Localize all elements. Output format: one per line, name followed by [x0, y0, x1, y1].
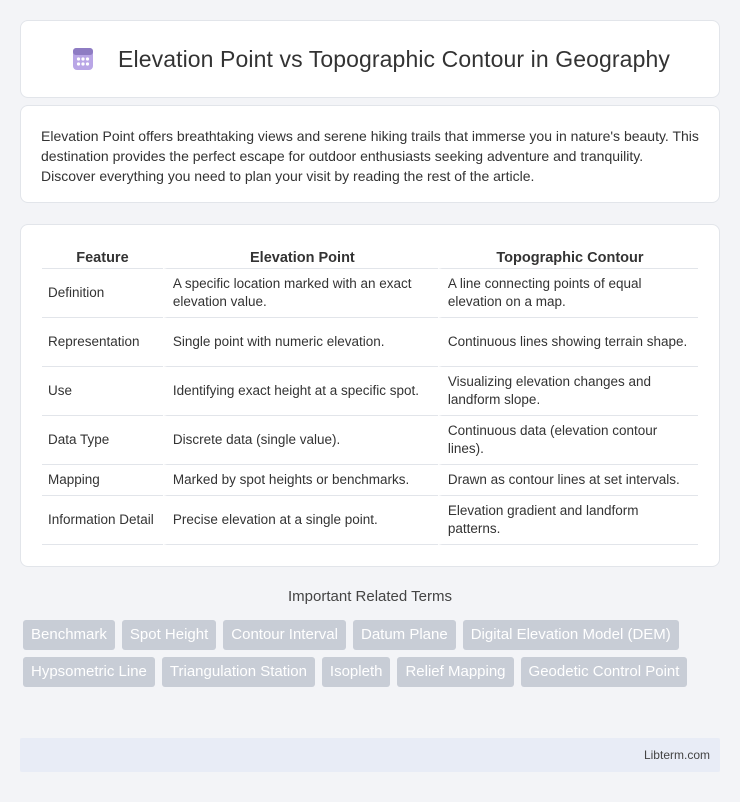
comparison-table-card	[20, 224, 720, 567]
related-terms-list	[23, 620, 723, 694]
table-cell: Definition	[42, 269, 163, 318]
related-term-tag[interactable]: Contour Interval	[223, 620, 346, 650]
related-term-tag[interactable]: Digital Elevation Model (DEM)	[463, 620, 679, 650]
table-cell: Single point with numeric elevation.	[163, 318, 438, 367]
table-cell: Information Detail	[42, 496, 163, 545]
table-cell: Continuous data (elevation contour lines).	[438, 416, 698, 465]
table-cell: Representation	[42, 318, 163, 367]
related-terms-title: Important Related Terms	[288, 588, 452, 605]
table-header-row	[42, 245, 698, 269]
page-title: Elevation Point vs Topographic Contour in Geography	[118, 45, 670, 72]
column-header: Elevation Point	[163, 245, 438, 269]
table-cell: A specific location marked with an exact elevation value.	[163, 269, 438, 318]
table-cell: A line connecting points of equal elevation on a map.	[438, 269, 698, 318]
intro-text: Elevation Point offers breathtaking views and serene hiking trails that immerse you in nature's beauty. This destination provides the perfect escape for outdoor enthusiasts seeking adventure and tranquility. Discover everything you need to plan your visit by reading the rest of the article.	[41, 128, 699, 184]
table-cell: Data Type	[42, 416, 163, 465]
table-row	[42, 367, 698, 416]
title-card	[20, 20, 720, 98]
table-cell: Visualizing elevation changes and landform slope.	[438, 367, 698, 416]
table-cell: Identifying exact height at a specific spot.	[163, 367, 438, 416]
related-term-tag[interactable]: Spot Height	[122, 620, 216, 650]
column-header: Feature	[42, 245, 163, 269]
table-row	[42, 496, 698, 545]
table-row	[42, 465, 698, 496]
comparison-table	[42, 245, 698, 545]
table-cell: Continuous lines showing terrain shape.	[438, 318, 698, 367]
related-term-tag[interactable]: Triangulation Station	[162, 657, 315, 687]
table-cell: Discrete data (single value).	[163, 416, 438, 465]
table-cell: Use	[42, 367, 163, 416]
table-cell: Mapping	[42, 465, 163, 496]
related-term-tag[interactable]: Relief Mapping	[397, 657, 513, 687]
related-term-tag[interactable]: Isopleth	[322, 657, 391, 687]
related-term-tag[interactable]: Benchmark	[23, 620, 115, 650]
table-row	[42, 416, 698, 465]
table-cell: Marked by spot heights or benchmarks.	[163, 465, 438, 496]
column-header: Topographic Contour	[438, 245, 698, 269]
footer-site-link[interactable]: Libterm.com	[643, 748, 710, 762]
table-cell: Elevation gradient and landform patterns.	[438, 496, 698, 545]
related-term-tag[interactable]: Hypsometric Line	[23, 657, 155, 687]
table-cell: Precise elevation at a single point.	[163, 496, 438, 545]
calculator-icon	[70, 46, 96, 72]
table-row	[42, 318, 698, 367]
intro-card	[20, 105, 720, 203]
related-term-tag[interactable]: Geodetic Control Point	[521, 657, 688, 687]
related-term-tag[interactable]: Datum Plane	[353, 620, 456, 650]
footer	[20, 738, 720, 772]
table-cell: Drawn as contour lines at set intervals.	[438, 465, 698, 496]
table-row	[42, 269, 698, 318]
